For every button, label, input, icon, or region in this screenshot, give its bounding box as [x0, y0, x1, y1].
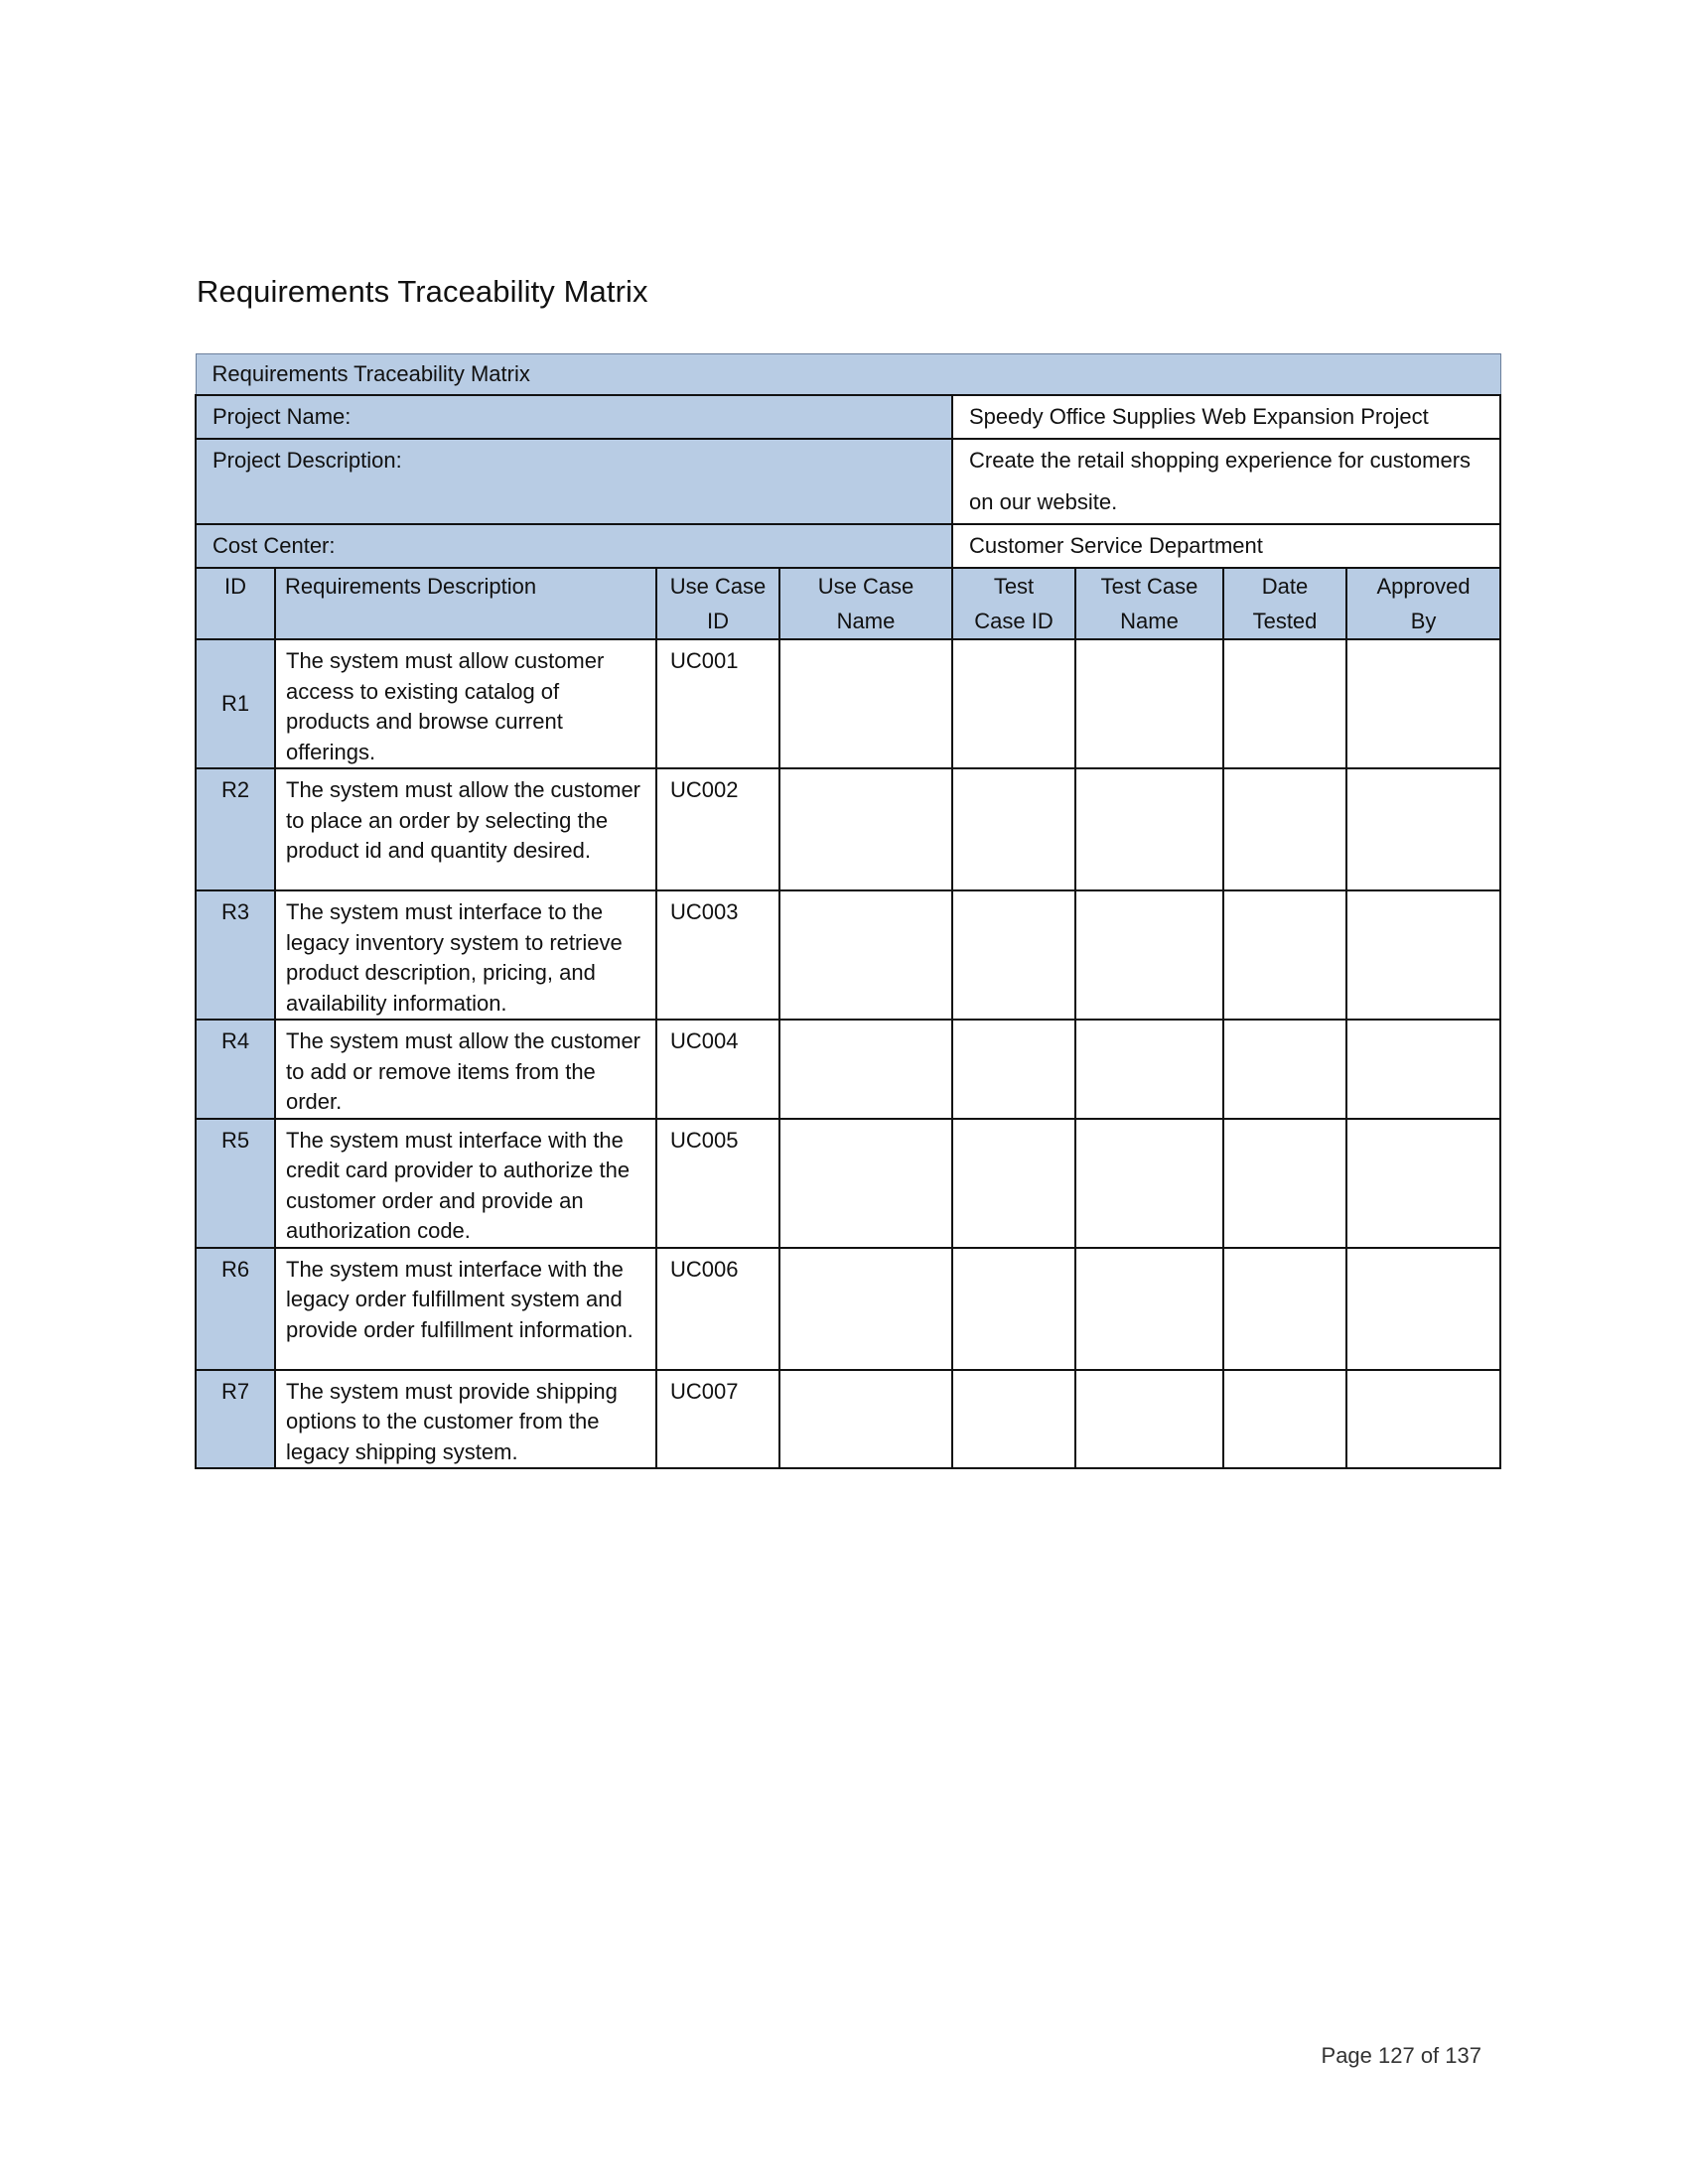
test-case-name-cell [1075, 1370, 1223, 1469]
approved-by-cell [1346, 1020, 1500, 1119]
date-tested-cell [1223, 639, 1346, 768]
use-case-name-cell [779, 890, 952, 1020]
test-case-id-cell [952, 1248, 1075, 1370]
requirement-description: The system must provide shipping options to the customer from the legacy shipping system. [275, 1370, 656, 1469]
requirement-id: R5 [196, 1119, 275, 1248]
use-case-id: UC006 [656, 1248, 779, 1370]
table-row [196, 768, 1500, 890]
approved-by-cell [1346, 1370, 1500, 1469]
table-row [196, 1020, 1500, 1119]
column-header-use-case-id: Use Case ID [656, 568, 779, 639]
use-case-name-cell [779, 1119, 952, 1248]
test-case-name-cell [1075, 768, 1223, 890]
test-case-id-cell [952, 639, 1075, 768]
project-description-value: Create the retail shopping experience for customers on our website. [952, 439, 1500, 524]
project-description-label: Project Description: [196, 439, 952, 524]
column-header-test-case-name: Test Case Name [1075, 568, 1223, 639]
use-case-id: UC005 [656, 1119, 779, 1248]
matrix-title: Requirements Traceability Matrix [196, 354, 1500, 396]
use-case-id: UC001 [656, 639, 779, 768]
project-name-value: Speedy Office Supplies Web Expansion Project [952, 395, 1500, 439]
table-row [196, 1370, 1500, 1469]
date-tested-cell [1223, 1119, 1346, 1248]
use-case-id: UC004 [656, 1020, 779, 1119]
column-header-id: ID [196, 568, 275, 639]
table-row [196, 1119, 1500, 1248]
requirement-id: R3 [196, 890, 275, 1020]
page-number: Page 127 of 137 [1321, 2043, 1481, 2068]
approved-by-cell [1346, 639, 1500, 768]
traceability-matrix-table [195, 353, 1501, 1469]
cost-center-value: Customer Service Department [952, 524, 1500, 568]
use-case-name-cell [779, 639, 952, 768]
column-header-use-case-name: Use Case Name [779, 568, 952, 639]
requirement-description: The system must interface with the legacy order fulfillment system and provide order fulfillment information. [275, 1248, 656, 1370]
requirement-description: The system must interface to the legacy inventory system to retrieve product description, pricing, and availability information. [275, 890, 656, 1020]
requirement-id: R6 [196, 1248, 275, 1370]
date-tested-cell [1223, 1020, 1346, 1119]
use-case-name-cell [779, 1020, 952, 1119]
approved-by-cell [1346, 890, 1500, 1020]
approved-by-cell [1346, 768, 1500, 890]
requirement-id: R4 [196, 1020, 275, 1119]
document-heading: Requirements Traceability Matrix [197, 274, 648, 309]
column-header-approved-by: Approved By [1346, 568, 1500, 639]
test-case-name-cell [1075, 1119, 1223, 1248]
test-case-id-cell [952, 1119, 1075, 1248]
test-case-id-cell [952, 768, 1075, 890]
requirement-id: R7 [196, 1370, 275, 1469]
test-case-name-cell [1075, 890, 1223, 1020]
use-case-name-cell [779, 768, 952, 890]
column-header-requirements-description: Requirements Description [275, 568, 656, 639]
use-case-id: UC003 [656, 890, 779, 1020]
requirement-description: The system must allow customer access to existing catalog of products and browse current offerings. [275, 639, 656, 768]
requirement-description: The system must allow the customer to add or remove items from the order. [275, 1020, 656, 1119]
cost-center-label: Cost Center: [196, 524, 952, 568]
approved-by-cell [1346, 1119, 1500, 1248]
column-header-date-tested: Date Tested [1223, 568, 1346, 639]
requirement-id: R2 [196, 768, 275, 890]
date-tested-cell [1223, 890, 1346, 1020]
column-header-test-case-id: Test Case ID [952, 568, 1075, 639]
use-case-name-cell [779, 1370, 952, 1469]
project-name-label: Project Name: [196, 395, 952, 439]
test-case-name-cell [1075, 1248, 1223, 1370]
date-tested-cell [1223, 768, 1346, 890]
requirement-id: R1 [196, 639, 275, 768]
use-case-name-cell [779, 1248, 952, 1370]
requirement-description: The system must allow the customer to place an order by selecting the product id and quantity desired. [275, 768, 656, 890]
date-tested-cell [1223, 1248, 1346, 1370]
test-case-id-cell [952, 890, 1075, 1020]
test-case-id-cell [952, 1370, 1075, 1469]
approved-by-cell [1346, 1248, 1500, 1370]
test-case-name-cell [1075, 1020, 1223, 1119]
requirement-description: The system must interface with the credit card provider to authorize the customer order and provide an authorization code. [275, 1119, 656, 1248]
use-case-id: UC007 [656, 1370, 779, 1469]
table-row [196, 639, 1500, 768]
test-case-id-cell [952, 1020, 1075, 1119]
use-case-id: UC002 [656, 768, 779, 890]
test-case-name-cell [1075, 639, 1223, 768]
date-tested-cell [1223, 1370, 1346, 1469]
table-row [196, 890, 1500, 1020]
table-row [196, 1248, 1500, 1370]
